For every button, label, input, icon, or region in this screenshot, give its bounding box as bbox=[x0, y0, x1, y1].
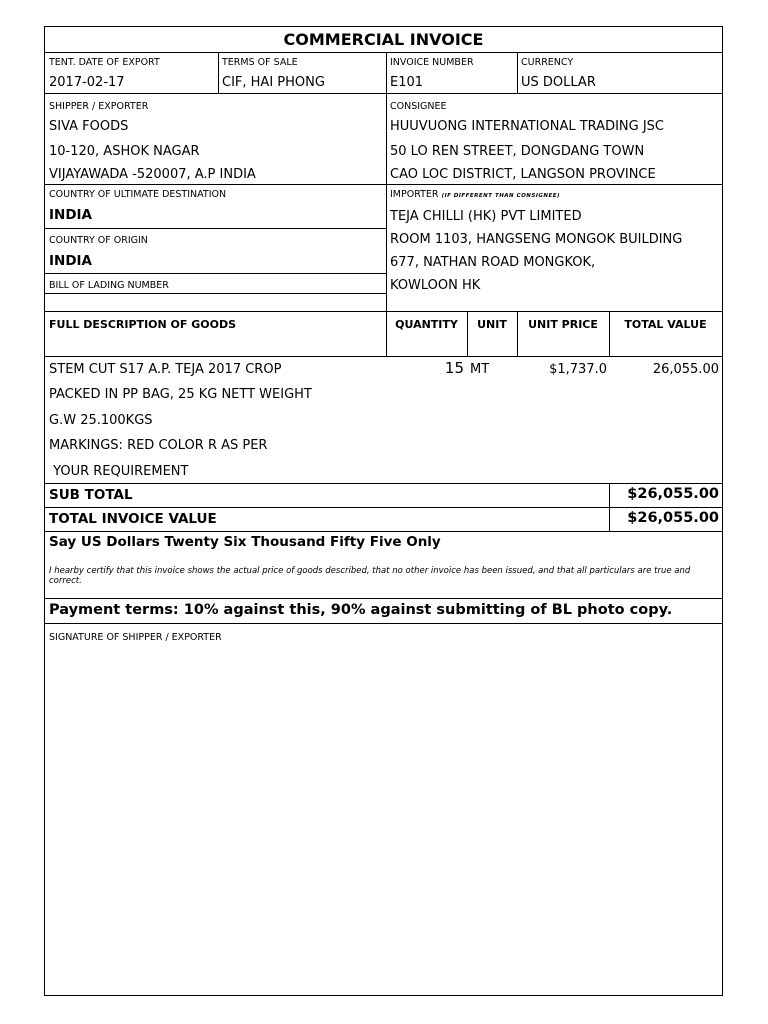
amount-in-words: Say US Dollars Twenty Six Thousand Fifty Five Only bbox=[49, 534, 441, 550]
currency-value: US DOLLAR bbox=[521, 75, 596, 90]
signature-label: SIGNATURE OF SHIPPER / EXPORTER bbox=[49, 632, 222, 643]
bill-of-lading-label: BILL OF LADING NUMBER bbox=[49, 280, 169, 291]
export-date-value: 2017-02-17 bbox=[49, 75, 125, 90]
goods-total-value: 26,055.00 bbox=[652, 362, 719, 377]
divider bbox=[45, 356, 722, 357]
currency-label: CURRENCY bbox=[521, 57, 574, 68]
goods-unit-price: $1,737.0 bbox=[549, 362, 607, 377]
consignee-line: 50 LO REN STREET, DONGDANG TOWN bbox=[390, 144, 645, 159]
certification-text: I hearby certify that this invoice shows the actual price of goods described, that no other invoice has been issued, and that all particulars are true and correct. bbox=[49, 566, 691, 586]
importer-line: ROOM 1103, HANGSENG MONGOK BUILDING bbox=[390, 232, 683, 247]
goods-quantity: 15 bbox=[444, 359, 464, 377]
divider bbox=[45, 228, 386, 229]
unit-header: UNIT bbox=[477, 318, 507, 331]
divider bbox=[45, 93, 722, 94]
sub-total-label: SUB TOTAL bbox=[49, 487, 133, 503]
divider bbox=[45, 483, 722, 484]
total-value-header: TOTAL VALUE bbox=[624, 318, 707, 331]
goods-description-line: G.W 25.100KGS bbox=[49, 413, 153, 428]
invoice-title: COMMERCIAL INVOICE bbox=[283, 30, 484, 49]
goods-description-line: PACKED IN PP BAG, 25 KG NETT WEIGHT bbox=[49, 387, 312, 402]
divider bbox=[218, 52, 219, 93]
divider bbox=[45, 507, 722, 508]
sub-total-value: $26,055.00 bbox=[627, 486, 719, 502]
origin-value: INDIA bbox=[49, 253, 92, 269]
goods-unit: MT bbox=[470, 362, 490, 377]
goods-description-line: STEM CUT S17 A.P. TEJA 2017 CROP bbox=[49, 362, 282, 377]
importer-note: (IF DIFFERENT THAN CONSIGNEE) bbox=[441, 193, 561, 199]
total-invoice-label: TOTAL INVOICE VALUE bbox=[49, 511, 217, 527]
consignee-line: HUUVUONG INTERNATIONAL TRADING JSC bbox=[390, 119, 665, 134]
importer-line: TEJA CHILLI (HK) PVT LIMITED bbox=[390, 209, 582, 224]
goods-description-line: MARKINGS: RED COLOR R AS PER bbox=[49, 438, 268, 453]
importer-line: KOWLOON HK bbox=[390, 278, 481, 293]
divider bbox=[45, 293, 386, 294]
divider bbox=[45, 52, 722, 53]
divider bbox=[45, 311, 722, 312]
payment-terms: Payment terms: 10% against this, 90% against submitting of BL photo copy. bbox=[49, 602, 673, 618]
shipper-label: SHIPPER / EXPORTER bbox=[49, 101, 149, 112]
shipper-line: SIVA FOODS bbox=[49, 119, 129, 134]
consignee-label: CONSIGNEE bbox=[390, 101, 447, 112]
importer-label bbox=[390, 189, 560, 200]
importer-line: 677, NATHAN ROAD MONGKOK, bbox=[390, 255, 596, 270]
destination-label: COUNTRY OF ULTIMATE DESTINATION bbox=[49, 189, 227, 200]
divider bbox=[45, 273, 386, 274]
signature-area bbox=[45, 647, 722, 987]
terms-of-sale-label: TERMS OF SALE bbox=[222, 57, 298, 68]
origin-label: COUNTRY OF ORIGIN bbox=[49, 235, 148, 246]
shipper-line: 10-120, ASHOK NAGAR bbox=[49, 144, 200, 159]
divider bbox=[45, 531, 722, 532]
description-header: FULL DESCRIPTION OF GOODS bbox=[49, 318, 237, 331]
export-date-label: TENT. DATE OF EXPORT bbox=[49, 57, 160, 68]
terms-of-sale-value: CIF, HAI PHONG bbox=[222, 75, 325, 90]
divider bbox=[45, 184, 722, 185]
unit-price-header: UNIT PRICE bbox=[528, 318, 598, 331]
invoice-sheet bbox=[44, 26, 723, 996]
divider bbox=[45, 623, 722, 624]
invoice-number-value: E101 bbox=[390, 75, 424, 90]
importer-label-text: IMPORTER bbox=[390, 189, 439, 200]
divider bbox=[517, 52, 518, 93]
destination-value: INDIA bbox=[49, 207, 92, 223]
total-invoice-value: $26,055.00 bbox=[627, 510, 719, 526]
goods-description-line: YOUR REQUIREMENT bbox=[49, 464, 189, 479]
invoice-number-label: INVOICE NUMBER bbox=[390, 57, 474, 68]
divider bbox=[45, 598, 722, 599]
shipper-line: VIJAYAWADA -520007, A.P INDIA bbox=[49, 167, 256, 182]
quantity-header: QUANTITY bbox=[395, 318, 458, 331]
consignee-line: CAO LOC DISTRICT, LANGSON PROVINCE bbox=[390, 167, 656, 182]
